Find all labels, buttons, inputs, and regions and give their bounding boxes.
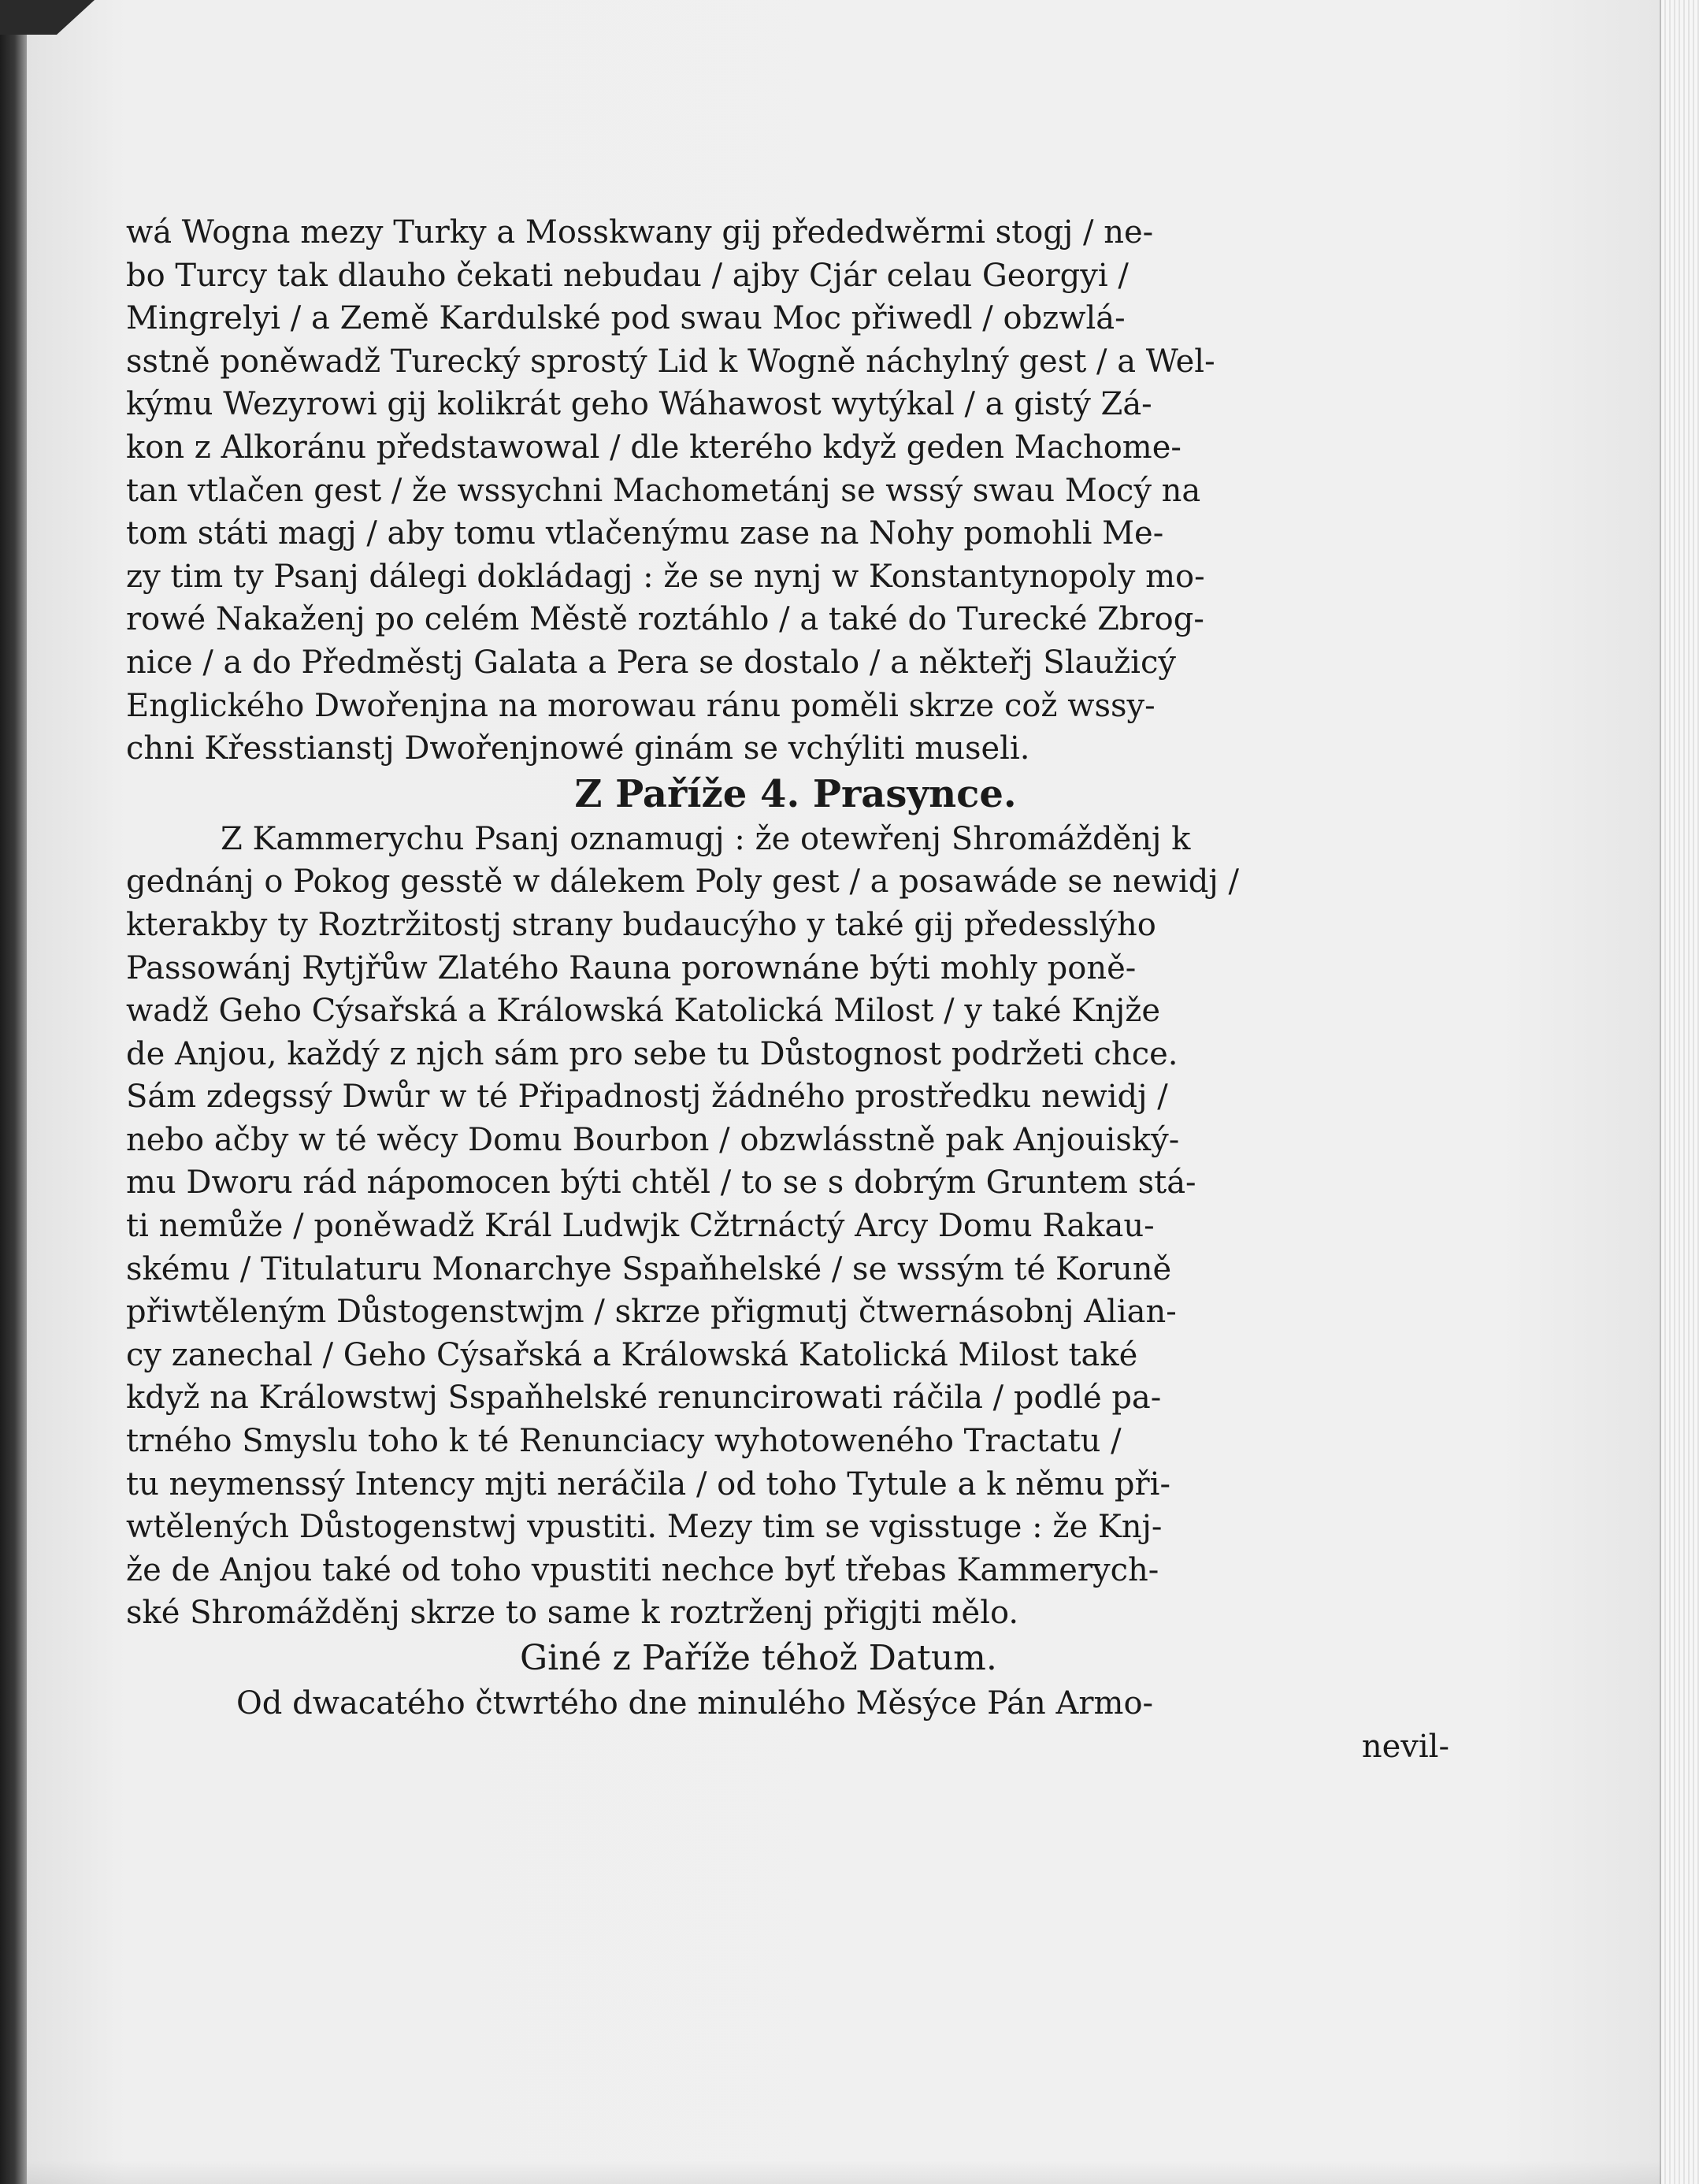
text-line: cy zanechal / Geho Cýsařská a Králowská Katolická Milost také <box>126 1336 1138 1373</box>
text-line: Z Kammerychu Psanj oznamugj : že otewřenj Shromážděnj k <box>221 820 1191 857</box>
text-line: nebo ačby w té wěcy Domu Bourbon / obzwlásstně pak Anjouiský- <box>126 1121 1180 1158</box>
text-line: tu neymenssý Intency mjti neráčila / od toho Tytule a k němu při- <box>126 1465 1170 1502</box>
text-line: tom státi magj / aby tomu vtlačenýmu zase na Nohy pomohli Me- <box>126 515 1164 552</box>
text-line: sstně poněwadž Turecký sprostý Lid k Wogně náchylný gest / a Wel- <box>126 343 1215 380</box>
text-line: kon z Alkoránu předstawowal / dle kterého když geden Machome- <box>126 429 1182 466</box>
text-line: rowé Nakaženj po celém Městě roztáhlo / a také do Turecké Zbrog- <box>126 601 1204 638</box>
page-edges-right <box>1660 0 1699 2184</box>
left-binding-edge <box>0 0 27 2184</box>
text-line: trného Smyslu toho k té Renunciacy wyhotoweného Tractatu / <box>126 1423 1122 1460</box>
text-line: wtělených Důstogenstwj vpustiti. Mezy tim se vgisstuge : že Knj- <box>126 1509 1163 1546</box>
text-line: gednánj o Pokog gesstě w dálekem Poly gest / a posawáde se newidj / <box>126 864 1239 901</box>
text-line: Od dwacatého čtwrtého dne minulého Měsýce Pán Armo- <box>236 1685 1154 1722</box>
text-line: wadž Geho Cýsařská a Králowská Katolická Milost / y také Knjže <box>126 993 1161 1030</box>
section-heading-other: Giné z Paříže téhož Datum. <box>520 1638 997 1678</box>
text-line: nice / a do Předměstj Galata a Pera se dostalo / a někteřj Slaužicý <box>126 644 1176 681</box>
catchword: nevil- <box>1361 1728 1449 1765</box>
text-line: de Anjou, každý z njch sám pro sebe tu Důstognost podržeti chce. <box>126 1035 1178 1072</box>
text-line: když na Králowstwj Sspaňhelské renuncirowati ráčila / podlé pa- <box>126 1380 1162 1417</box>
text-line: zy tim ty Psanj dálegi dokládagj : že se nynj w Konstantynopoly mo- <box>126 558 1205 595</box>
text-line: chni Křesstianstj Dwořenjnowé ginám se vchýliti museli. <box>126 730 1030 767</box>
text-line: Passowánj Rytjřůw Zlatého Rauna porownáne býti mohly poně- <box>126 949 1137 986</box>
text-block <box>126 211 1465 1768</box>
text-line: ti nemůže / poněwadž Král Ludwjk Cžtrnáctý Arcy Domu Rakau- <box>126 1208 1155 1245</box>
section-heading-paris: Z Paříže 4. Prasynce. <box>574 771 1017 816</box>
text-line: wá Wogna mezy Turky a Mosskwany gij přededwěrmi stogj / ne- <box>126 214 1154 251</box>
text-line: mu Dworu rád nápomocen býti chtěl / to se s dobrým Gruntem stá- <box>126 1164 1196 1202</box>
text-line: Sám zdegssý Dwůr w té Připadnostj žádného prostředku newidj / <box>126 1079 1168 1116</box>
text-line: skému / Titulaturu Monarchye Sspaňhelské / se wssým té Koruně <box>126 1250 1172 1287</box>
text-line: kterakby ty Roztržitostj strany budaucýho y také gij předesslýho <box>126 906 1156 943</box>
text-line: tan vtlačen gest / že wssychni Machometánj se wssý swau Mocý na <box>126 472 1201 509</box>
text-line: že de Anjou také od toho vpustiti nechce byť třebas Kammerych- <box>126 1551 1159 1588</box>
text-line: bo Turcy tak dlauho čekati nebudau / ajby Cjár celau Georgyi / <box>126 257 1129 294</box>
text-line: přiwtěleným Důstogenstwjm / skrze přigmutj čtwernásobnj Alian- <box>126 1294 1177 1331</box>
text-line: Englického Dwořenjna na morowau ránu poměli skrze což wssy- <box>126 687 1156 724</box>
text-line: Mingrelyi / a Země Kardulské pod swau Moc přiwedl / obzwlá- <box>126 300 1126 337</box>
text-line: kýmu Wezyrowi gij kolikrát geho Wáhawost wytýkal / a gistý Zá- <box>126 386 1152 423</box>
text-line: ské Shromážděnj skrze to same k roztrženj přigjti mělo. <box>126 1595 1019 1632</box>
page-bottom-shadow <box>27 2160 1661 2184</box>
